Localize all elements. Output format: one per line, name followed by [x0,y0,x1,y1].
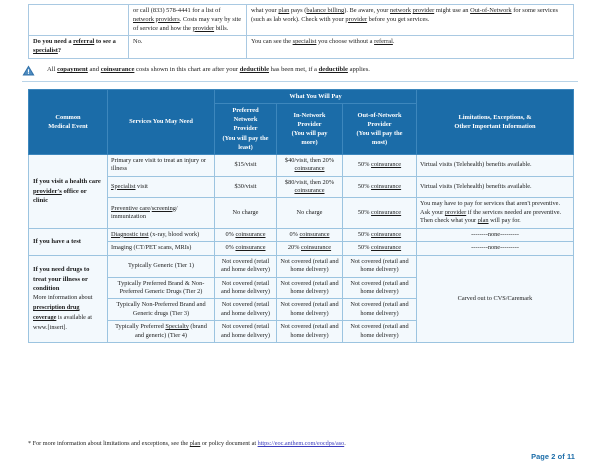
deductible-notice [22,65,578,82]
header-out-of-network-provider: Out-of-Network Provider (You will pay the most) [343,104,417,154]
deductible-notice-text: All copayment and coinsurance costs shown in this chart are after your deductible has been met, if a deductible applies. [47,66,370,74]
table-row-referral [29,36,574,59]
cost-cell-preferred: $15/visit [215,154,277,176]
cost-cell-preferred: Not covered (retail and home delivery) [215,299,277,321]
limitations-cell: --------none--------- [417,242,574,255]
cost-cell-out-network: 50% coinsurance [343,228,417,241]
limitations-cell: You may have to pay for services that aren't preventive. Ask your provider if the services needed are preventive. Then check what your plan will pay for. [417,198,574,228]
table-row-continued [29,5,574,36]
header-services-you-may-need: Services You May Need [108,90,215,155]
cost-cell-in-network: No charge [277,198,343,228]
cost-cell-in-network: Not covered (retail and home delivery) [277,277,343,299]
page-number: Page 2 of 11 [531,452,575,461]
cost-cell-in-network: Not covered (retail and home delivery) [277,321,343,343]
footnote-prefix: * For more information about limitations and exceptions, see the [28,440,190,447]
cost-cell-preferred: 0% coinsurance [215,242,277,255]
table-row [29,242,574,255]
limitations-cell: Virtual visits (Telehealth) benefits available. [417,176,574,198]
cost-cell-in-network: 0% coinsurance [277,228,343,241]
cost-cell-out-network: Not covered (retail and home delivery) [343,299,417,321]
header-limitations-exceptions: Limitations, Exceptions, & Other Important Information [417,90,574,155]
medical-event-cell: If you visit a health care provider's office or clinic [29,154,108,228]
cost-cell-in-network: Not covered (retail and home delivery) [277,255,343,277]
limitations-cell: Carved out to CVS/Caremark [417,255,574,343]
service-name-cell: Typically Non-Preferred Brand and Generic drugs (Tier 3) [108,299,215,321]
footnote-suffix: . [344,440,346,447]
service-name-cell: Typically Generic (Tier 1) [108,255,215,277]
cost-cell-preferred: $30/visit [215,176,277,198]
benefits-table-body [29,154,574,342]
cost-cell-in-network: Not covered (retail and home delivery) [277,299,343,321]
header-common-medical-event: Common Medical Event [29,90,108,155]
cost-cell-preferred: Not covered (retail and home delivery) [215,321,277,343]
referral-answer: No. [129,36,247,59]
service-name-cell: Typically Preferred Brand & Non-Preferred Generic Drugs (Tier 2) [108,277,215,299]
footnote-plan-term: plan [189,440,201,447]
cost-cell-in-network: 20% coinsurance [277,242,343,255]
document-page [0,4,600,467]
cost-cell-out-network: 50% coinsurance [343,198,417,228]
table-row [29,255,574,277]
benefits-coverage-table [28,89,574,343]
limitations-cell: Virtual visits (Telehealth) benefits available. [417,154,574,176]
cost-cell-preferred: Not covered (retail and home delivery) [215,255,277,277]
referral-detail: You can see the specialist you choose without a referral. [247,36,574,59]
cost-cell-out-network: Not covered (retail and home delivery) [343,255,417,277]
table-row [29,228,574,241]
footnote [28,440,574,448]
footnote-middle: or policy document at [200,440,258,447]
service-name-cell: Specialist visit [108,176,215,198]
cost-cell-out-network: Not covered (retail and home delivery) [343,277,417,299]
cost-cell-preferred: 0% coinsurance [215,228,277,241]
table-row [29,154,574,176]
referral-question-label: Do you need a referral to see a specialist? [29,36,129,59]
service-name-cell: Typically Preferred Specialty (brand and generic) (Tier 4) [108,321,215,343]
table-row [29,198,574,228]
medical-event-cell: If you need drugs to treat your illness or condition More information about prescription drug coverage is available at www.[insert]. [29,255,108,343]
cost-cell-in-network: $40/visit, then 20% coinsurance [277,154,343,176]
footnote-url-link[interactable]: https://eoc.anthem.com/eocdps/aso [257,440,345,447]
cost-cell-out-network: Not covered (retail and home delivery) [343,321,417,343]
table-row [29,176,574,198]
cost-cell-out-network: 50% coinsurance [343,154,417,176]
plan-details-continuation-table [28,4,574,59]
cost-cell-out-network: 50% coinsurance [343,242,417,255]
header-in-network-provider: In-Network Provider (You will pay more) [277,104,343,154]
limitations-cell: --------none--------- [417,228,574,241]
medical-event-cell: If you have a test [29,228,108,255]
service-name-cell: Preventive care/screening/ immunization [108,198,215,228]
cost-cell-in-network: $80/visit, then 20% coinsurance [277,176,343,198]
table-header-row-top [29,90,574,104]
cost-cell-preferred: Not covered (retail and home delivery) [215,277,277,299]
continued-detail-cell: what your plan pays (balance billing). Be aware, your network provider might use an Out-of-Network for some services (such as lab work). Check with your provider before you get services. [247,5,574,36]
cost-cell-out-network: 50% coinsurance [343,176,417,198]
warning-triangle-icon [22,65,35,76]
service-name-cell: Primary care visit to treat an injury or illness [108,154,215,176]
header-what-you-will-pay: What You Will Pay [215,90,417,104]
cost-cell-preferred: No charge [215,198,277,228]
continued-answer-cell: or call (833) 578-4441 for a list of network providers. Costs may vary by site of service and how the provider bills. [129,5,247,36]
service-name-cell: Diagnostic test (x-ray, blood work) [108,228,215,241]
continued-label-cell [29,5,129,36]
header-preferred-network-provider: Preferred Network Provider (You will pay the least) [215,104,277,154]
service-name-cell: Imaging (CT/PET scans, MRIs) [108,242,215,255]
